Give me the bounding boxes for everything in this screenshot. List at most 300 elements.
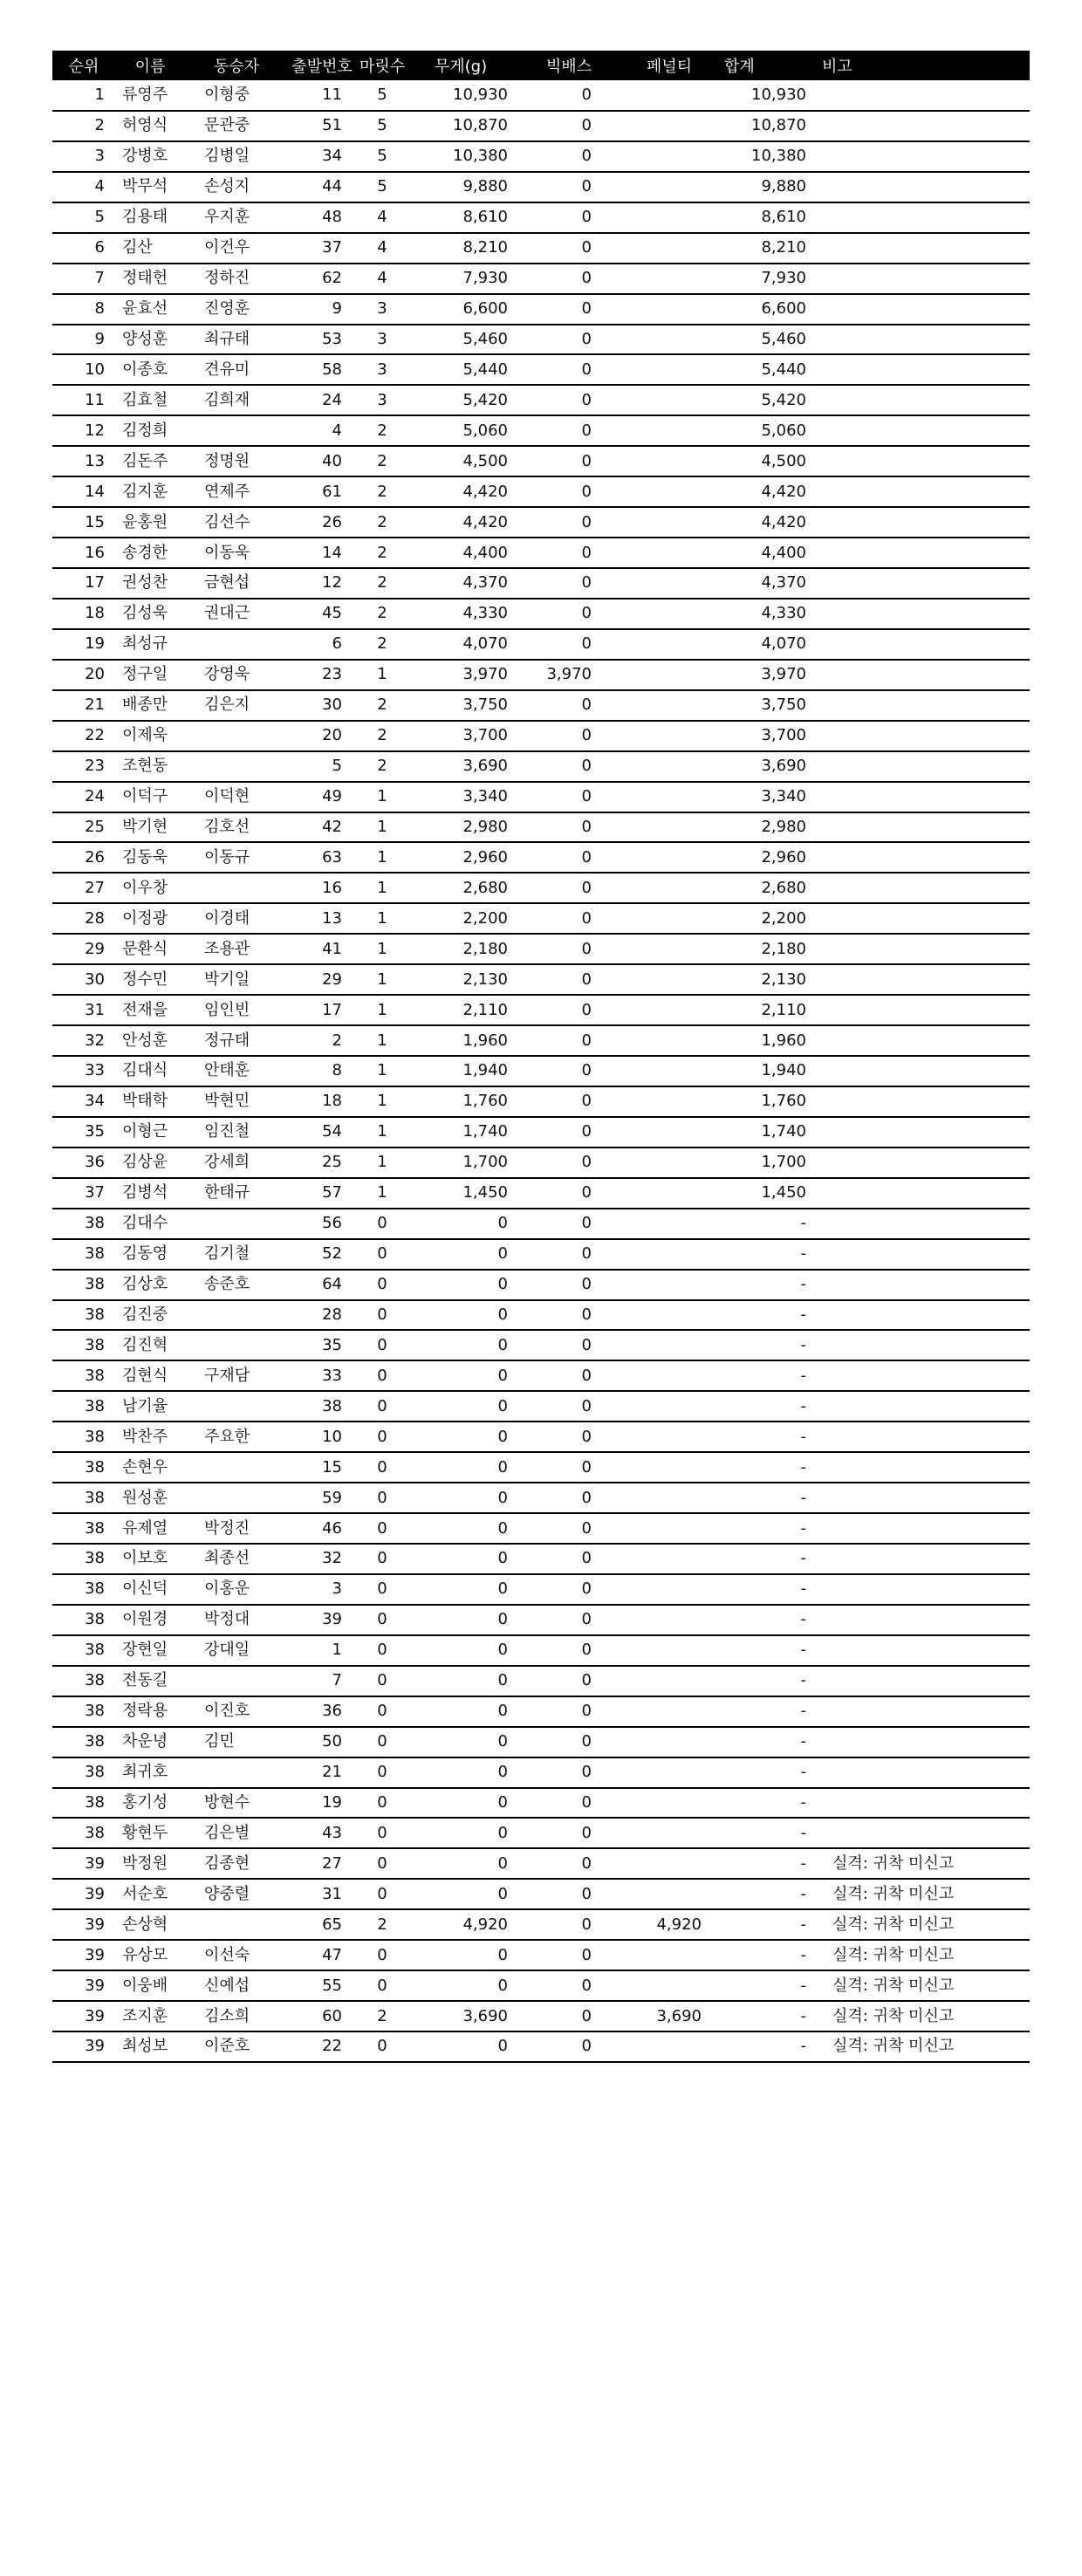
penalty-cell [625, 1422, 714, 1452]
header-row [52, 51, 1030, 80]
note-cell [812, 415, 1030, 446]
start-no-cell: 8 [288, 1056, 356, 1086]
total-cell: - [714, 1270, 812, 1300]
table-row [52, 538, 1030, 568]
marks-cell: 3 [356, 385, 408, 415]
name-cell: 남기율 [115, 1391, 185, 1422]
partner-cell [185, 1757, 288, 1788]
big-bass-cell: 0 [513, 1605, 625, 1635]
big-bass-cell: 0 [513, 538, 625, 568]
penalty-cell [625, 1727, 714, 1757]
partner-cell: 김민 [185, 1727, 288, 1757]
name-cell: 이원경 [115, 1605, 185, 1635]
weight-cell: 2,110 [408, 995, 513, 1025]
note-cell [812, 1666, 1030, 1696]
rank-cell: 7 [52, 264, 115, 294]
table-row [52, 1696, 1030, 1727]
big-bass-cell: 0 [513, 751, 625, 782]
rank-cell: 38 [52, 1452, 115, 1483]
note-cell: 실격: 귀착 미신고 [812, 1970, 1030, 2001]
total-cell: 2,980 [714, 812, 812, 843]
marks-cell: 1 [356, 1148, 408, 1178]
table-row [52, 629, 1030, 660]
table-row [52, 873, 1030, 903]
marks-cell: 2 [356, 568, 408, 599]
marks-cell: 2 [356, 507, 408, 538]
weight-cell: 0 [408, 1879, 513, 1909]
total-cell: - [714, 1788, 812, 1819]
table-row [52, 964, 1030, 995]
start-no-cell: 18 [288, 1086, 356, 1117]
start-no-cell: 19 [288, 1788, 356, 1819]
start-no-cell: 29 [288, 964, 356, 995]
penalty-cell [625, 80, 714, 111]
note-cell [812, 842, 1030, 873]
start-no-cell: 40 [288, 446, 356, 476]
weight-cell: 4,400 [408, 538, 513, 568]
weight-cell: 10,380 [408, 141, 513, 172]
total-cell: 4,070 [714, 629, 812, 660]
rank-cell: 38 [52, 1696, 115, 1727]
penalty-cell [625, 660, 714, 690]
total-cell: - [714, 1360, 812, 1391]
penalty-cell [625, 1148, 714, 1178]
partner-cell: 강영욱 [185, 660, 288, 690]
start-no-cell: 62 [288, 264, 356, 294]
table-row [52, 1148, 1030, 1178]
total-cell: - [714, 1940, 812, 1970]
total-cell: 1,740 [714, 1117, 812, 1148]
rank-cell: 38 [52, 1513, 115, 1544]
rank-cell: 34 [52, 1086, 115, 1117]
big-bass-cell: 0 [513, 1056, 625, 1086]
weight-cell: 1,740 [408, 1117, 513, 1148]
weight-cell: 4,420 [408, 476, 513, 507]
table-row [52, 1605, 1030, 1635]
note-cell: 실격: 귀착 미신고 [812, 1940, 1030, 1970]
marks-cell: 0 [356, 1605, 408, 1635]
rank-cell: 37 [52, 1178, 115, 1209]
big-bass-cell: 0 [513, 842, 625, 873]
marks-cell: 0 [356, 1270, 408, 1300]
rank-cell: 38 [52, 1270, 115, 1300]
rank-cell: 26 [52, 842, 115, 873]
marks-cell: 1 [356, 842, 408, 873]
name-cell: 권성찬 [115, 568, 185, 599]
penalty-cell [625, 476, 714, 507]
note-cell [812, 1209, 1030, 1239]
name-cell: 김현식 [115, 1360, 185, 1391]
total-cell: 1,450 [714, 1178, 812, 1209]
note-cell [812, 1391, 1030, 1422]
penalty-cell [625, 385, 714, 415]
header-name: 이름 [134, 58, 166, 76]
partner-cell: 박정대 [185, 1605, 288, 1635]
weight-cell: 6,600 [408, 294, 513, 325]
marks-cell: 0 [356, 2031, 408, 2062]
table-row [52, 903, 1030, 934]
table-row [52, 1757, 1030, 1788]
partner-cell: 주요한 [185, 1422, 288, 1452]
penalty-cell [625, 233, 714, 264]
penalty-cell [625, 1209, 714, 1239]
start-no-cell: 49 [288, 782, 356, 812]
rank-cell: 5 [52, 202, 115, 233]
marks-cell: 1 [356, 1056, 408, 1086]
big-bass-cell: 0 [513, 1666, 625, 1696]
penalty-cell [625, 995, 714, 1025]
header-marks: 마릿수 [360, 58, 406, 76]
name-cell: 이신덕 [115, 1574, 185, 1605]
rank-cell: 38 [52, 1330, 115, 1360]
start-no-cell: 59 [288, 1483, 356, 1513]
start-no-cell: 25 [288, 1148, 356, 1178]
big-bass-cell: 0 [513, 2031, 625, 2062]
name-cell: 김상윤 [115, 1148, 185, 1178]
name-cell: 이우창 [115, 873, 185, 903]
name-cell: 이보호 [115, 1544, 185, 1574]
big-bass-cell: 0 [513, 1818, 625, 1848]
rank-cell: 13 [52, 446, 115, 476]
total-cell: - [714, 1574, 812, 1605]
weight-cell: 8,210 [408, 233, 513, 264]
total-cell: - [714, 1757, 812, 1788]
partner-cell: 안태훈 [185, 1056, 288, 1086]
big-bass-cell: 0 [513, 629, 625, 660]
big-bass-cell: 0 [513, 1909, 625, 1940]
note-cell [812, 1757, 1030, 1788]
rank-cell: 38 [52, 1574, 115, 1605]
marks-cell: 0 [356, 1970, 408, 2001]
rank-cell: 39 [52, 1970, 115, 2001]
penalty-cell [625, 721, 714, 751]
weight-cell: 0 [408, 1635, 513, 1666]
rank-cell: 39 [52, 1940, 115, 1970]
name-cell: 강병호 [115, 141, 185, 172]
note-cell [812, 1818, 1030, 1848]
header-big-bass: 빅배스 [545, 58, 592, 76]
name-cell: 서순호 [115, 1879, 185, 1909]
big-bass-cell: 0 [513, 80, 625, 111]
weight-cell: 0 [408, 1788, 513, 1819]
marks-cell: 0 [356, 1330, 408, 1360]
note-cell [812, 141, 1030, 172]
big-bass-cell: 0 [513, 1970, 625, 2001]
start-no-cell: 23 [288, 660, 356, 690]
rank-cell: 16 [52, 538, 115, 568]
start-no-cell: 64 [288, 1270, 356, 1300]
marks-cell: 0 [356, 1391, 408, 1422]
marks-cell: 2 [356, 1909, 408, 1940]
penalty-cell [625, 1513, 714, 1544]
total-cell: 5,420 [714, 385, 812, 415]
note-cell [812, 507, 1030, 538]
rank-cell: 2 [52, 111, 115, 141]
start-no-cell: 10 [288, 1422, 356, 1452]
name-cell: 안성훈 [115, 1025, 185, 1056]
total-cell: 4,400 [714, 538, 812, 568]
big-bass-cell: 0 [513, 202, 625, 233]
penalty-cell [625, 1391, 714, 1422]
total-cell: - [714, 1483, 812, 1513]
header-start-no: 출발번호 [291, 58, 353, 76]
total-cell: - [714, 1970, 812, 2001]
partner-cell: 김선수 [185, 507, 288, 538]
start-no-cell: 17 [288, 995, 356, 1025]
table-row [52, 1056, 1030, 1086]
table-row [52, 1909, 1030, 1940]
table-row [52, 415, 1030, 446]
marks-cell: 4 [356, 264, 408, 294]
note-cell [812, 1635, 1030, 1666]
partner-cell: 박기일 [185, 964, 288, 995]
marks-cell: 0 [356, 1422, 408, 1452]
penalty-cell [625, 1574, 714, 1605]
partner-cell: 이덕현 [185, 782, 288, 812]
start-no-cell: 58 [288, 354, 356, 385]
weight-cell: 1,450 [408, 1178, 513, 1209]
start-no-cell: 33 [288, 1360, 356, 1391]
name-cell: 류영주 [115, 80, 185, 111]
note-cell [812, 751, 1030, 782]
rank-cell: 39 [52, 1848, 115, 1879]
weight-cell: 0 [408, 1239, 513, 1270]
total-cell: - [714, 1635, 812, 1666]
name-cell: 장현일 [115, 1635, 185, 1666]
partner-cell: 방현수 [185, 1788, 288, 1819]
start-no-cell: 15 [288, 1452, 356, 1483]
big-bass-cell: 0 [513, 1635, 625, 1666]
partner-cell: 정하진 [185, 264, 288, 294]
rank-cell: 35 [52, 1117, 115, 1148]
start-no-cell: 31 [288, 1879, 356, 1909]
big-bass-cell: 0 [513, 1696, 625, 1727]
total-cell: - [714, 1209, 812, 1239]
penalty-cell [625, 568, 714, 599]
partner-cell: 문관중 [185, 111, 288, 141]
note-cell [812, 873, 1030, 903]
name-cell: 조지훈 [115, 2001, 185, 2031]
penalty-cell [625, 1483, 714, 1513]
rank-cell: 11 [52, 385, 115, 415]
rank-cell: 38 [52, 1209, 115, 1239]
total-cell: - [714, 1544, 812, 1574]
partner-cell: 정규태 [185, 1025, 288, 1056]
total-cell: 10,380 [714, 141, 812, 172]
table-row [52, 141, 1030, 172]
total-cell: 1,700 [714, 1148, 812, 1178]
weight-cell: 4,500 [408, 446, 513, 476]
partner-cell [185, 1300, 288, 1331]
penalty-cell [625, 1056, 714, 1086]
name-cell: 김정희 [115, 415, 185, 446]
marks-cell: 0 [356, 1300, 408, 1331]
name-cell: 박정원 [115, 1848, 185, 1879]
marks-cell: 5 [356, 141, 408, 172]
big-bass-cell: 0 [513, 1940, 625, 1970]
rank-cell: 18 [52, 599, 115, 629]
weight-cell: 0 [408, 1970, 513, 2001]
name-cell: 김상호 [115, 1270, 185, 1300]
note-cell [812, 934, 1030, 964]
table-row [52, 1513, 1030, 1544]
penalty-cell [625, 1178, 714, 1209]
name-cell: 조현동 [115, 751, 185, 782]
partner-cell: 김희재 [185, 385, 288, 415]
total-cell: 6,600 [714, 294, 812, 325]
name-cell: 김동영 [115, 1239, 185, 1270]
marks-cell: 2 [356, 690, 408, 721]
start-no-cell: 48 [288, 202, 356, 233]
rank-cell: 36 [52, 1148, 115, 1178]
start-no-cell: 54 [288, 1117, 356, 1148]
note-cell [812, 690, 1030, 721]
total-cell: - [714, 1696, 812, 1727]
big-bass-cell: 0 [513, 1086, 625, 1117]
marks-cell: 2 [356, 538, 408, 568]
note-cell [812, 568, 1030, 599]
big-bass-cell: 0 [513, 934, 625, 964]
rank-cell: 4 [52, 172, 115, 202]
start-no-cell: 4 [288, 415, 356, 446]
weight-cell: 2,180 [408, 934, 513, 964]
note-cell [812, 1696, 1030, 1727]
penalty-cell: 3,690 [625, 2001, 714, 2031]
penalty-cell [625, 354, 714, 385]
partner-cell: 김은별 [185, 1818, 288, 1848]
penalty-cell [625, 629, 714, 660]
name-cell: 이종호 [115, 354, 185, 385]
start-no-cell: 57 [288, 1178, 356, 1209]
weight-cell: 2,200 [408, 903, 513, 934]
marks-cell: 0 [356, 1574, 408, 1605]
partner-cell: 김은지 [185, 690, 288, 721]
penalty-cell [625, 812, 714, 843]
partner-cell: 손성지 [185, 172, 288, 202]
rank-cell: 8 [52, 294, 115, 325]
penalty-cell [625, 446, 714, 476]
table-row [52, 1270, 1030, 1300]
marks-cell: 1 [356, 1025, 408, 1056]
start-no-cell: 38 [288, 1391, 356, 1422]
penalty-cell [625, 1270, 714, 1300]
name-cell: 정수민 [115, 964, 185, 995]
table-row [52, 934, 1030, 964]
big-bass-cell: 3,970 [513, 660, 625, 690]
table-row [52, 1574, 1030, 1605]
rank-cell: 38 [52, 1666, 115, 1696]
note-cell [812, 1056, 1030, 1086]
name-cell: 송경한 [115, 538, 185, 568]
partner-cell: 한태규 [185, 1178, 288, 1209]
big-bass-cell: 0 [513, 1757, 625, 1788]
rank-cell: 31 [52, 995, 115, 1025]
partner-cell [185, 1909, 288, 1940]
table-row [52, 1848, 1030, 1879]
total-cell: - [714, 1422, 812, 1452]
marks-cell: 2 [356, 751, 408, 782]
partner-cell: 양중렬 [185, 1879, 288, 1909]
big-bass-cell: 0 [513, 2001, 625, 2031]
partner-cell: 금현섭 [185, 568, 288, 599]
partner-cell: 임인빈 [185, 995, 288, 1025]
total-cell: - [714, 2001, 812, 2031]
start-no-cell: 41 [288, 934, 356, 964]
rank-cell: 24 [52, 782, 115, 812]
partner-cell: 김호선 [185, 812, 288, 843]
table-row [52, 1727, 1030, 1757]
marks-cell: 2 [356, 599, 408, 629]
penalty-cell [625, 325, 714, 355]
big-bass-cell: 0 [513, 599, 625, 629]
weight-cell: 9,880 [408, 172, 513, 202]
penalty-cell [625, 1635, 714, 1666]
penalty-cell [625, 507, 714, 538]
big-bass-cell: 0 [513, 782, 625, 812]
marks-cell: 2 [356, 476, 408, 507]
marks-cell: 0 [356, 1239, 408, 1270]
total-cell: - [714, 1848, 812, 1879]
name-cell: 최귀호 [115, 1757, 185, 1788]
marks-cell: 0 [356, 1848, 408, 1879]
big-bass-cell: 0 [513, 354, 625, 385]
rank-cell: 22 [52, 721, 115, 751]
table-row [52, 325, 1030, 355]
header-weight: 무게(g) [434, 58, 488, 76]
penalty-cell [625, 1086, 714, 1117]
table-row [52, 294, 1030, 325]
weight-cell: 2,130 [408, 964, 513, 995]
penalty-cell [625, 1818, 714, 1848]
table-row [52, 690, 1030, 721]
note-cell [812, 476, 1030, 507]
start-no-cell: 32 [288, 1544, 356, 1574]
table-row [52, 568, 1030, 599]
rank-cell: 38 [52, 1391, 115, 1422]
total-cell: 5,440 [714, 354, 812, 385]
table-row [52, 1330, 1030, 1360]
weight-cell: 3,340 [408, 782, 513, 812]
penalty-cell [625, 1605, 714, 1635]
marks-cell: 5 [356, 172, 408, 202]
table-row [52, 233, 1030, 264]
table-row [52, 1666, 1030, 1696]
start-no-cell: 12 [288, 568, 356, 599]
total-cell: - [714, 1727, 812, 1757]
partner-cell: 임진철 [185, 1117, 288, 1148]
big-bass-cell: 0 [513, 1452, 625, 1483]
header-penalty: 페널티 [646, 58, 693, 76]
header-total: 합계 [724, 58, 755, 76]
total-cell: 4,420 [714, 476, 812, 507]
partner-cell [185, 1452, 288, 1483]
penalty-cell [625, 202, 714, 233]
table-row [52, 1209, 1030, 1239]
marks-cell: 1 [356, 934, 408, 964]
total-cell: 5,060 [714, 415, 812, 446]
partner-cell: 이준호 [185, 2031, 288, 2062]
weight-cell: 7,930 [408, 264, 513, 294]
big-bass-cell: 0 [513, 1513, 625, 1544]
marks-cell: 1 [356, 1117, 408, 1148]
marks-cell: 1 [356, 782, 408, 812]
partner-cell: 이형중 [185, 80, 288, 111]
big-bass-cell: 0 [513, 812, 625, 843]
name-cell: 김용태 [115, 202, 185, 233]
marks-cell: 1 [356, 964, 408, 995]
rank-cell: 38 [52, 1300, 115, 1331]
name-cell: 김진중 [115, 1300, 185, 1331]
